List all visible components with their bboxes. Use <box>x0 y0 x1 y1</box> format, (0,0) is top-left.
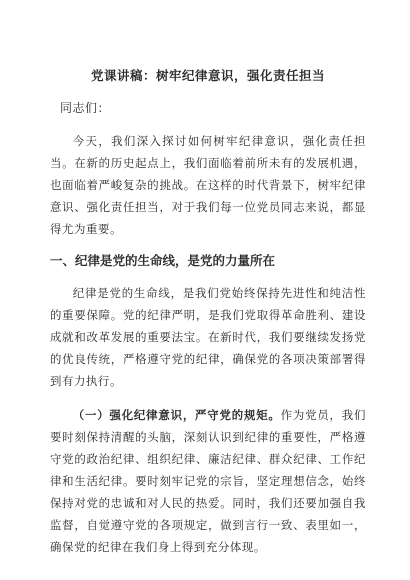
document-title: 党课讲稿：树牢纪律意识，强化责任担当 <box>90 68 325 83</box>
subsection-1-paragraph <box>50 404 366 558</box>
section-1-paragraph: 纪律是党的生命线，是我们党始终保持先进性和纯洁性的重要保障。党的纪律严明，是我们党取得革命胜利、建设成就和改革发展的重要法宝。在新时代，我们要继续发扬党的优良传统，严格遵守党的纪律，确保党的各项决策部署得到有力执行。 <box>50 286 366 388</box>
intro-paragraph: 今天，我们深入探讨如何树牢纪律意识，强化责任担当。在新的历史起点上，我们面临着前所未有的发展机遇，也面临着严峻复杂的挑战。在这样的时代背景下，树牢纪律意识、强化责任担当，对于我们每一位党员同志来说，都显得尤为重要。 <box>50 134 366 236</box>
subsection-1-body: 作为党员，我们要时刻保持清醒的头脑，深刻认识到纪律的重要性，严格遵守党的政治纪律、组织纪律、廉洁纪律、群众纪律、工作纪律和生活纪律。要时刻牢记党的宗旨，坚定理想信念，始终保持对党的忠诚和对人民的热爱。同时，我们还要加强自我监督，自觉遵守党的各项规定，做到言行一致、表里如一，确保党的纪律在我们身上得到充分体现。 <box>50 408 367 554</box>
section-heading-1: 一、纪律是党的生命线，是党的力量所在 <box>50 253 276 268</box>
subsection-1-heading: （一）强化纪律意识，严守党的规矩。 <box>72 408 281 422</box>
salutation: 同志们： <box>60 101 111 115</box>
